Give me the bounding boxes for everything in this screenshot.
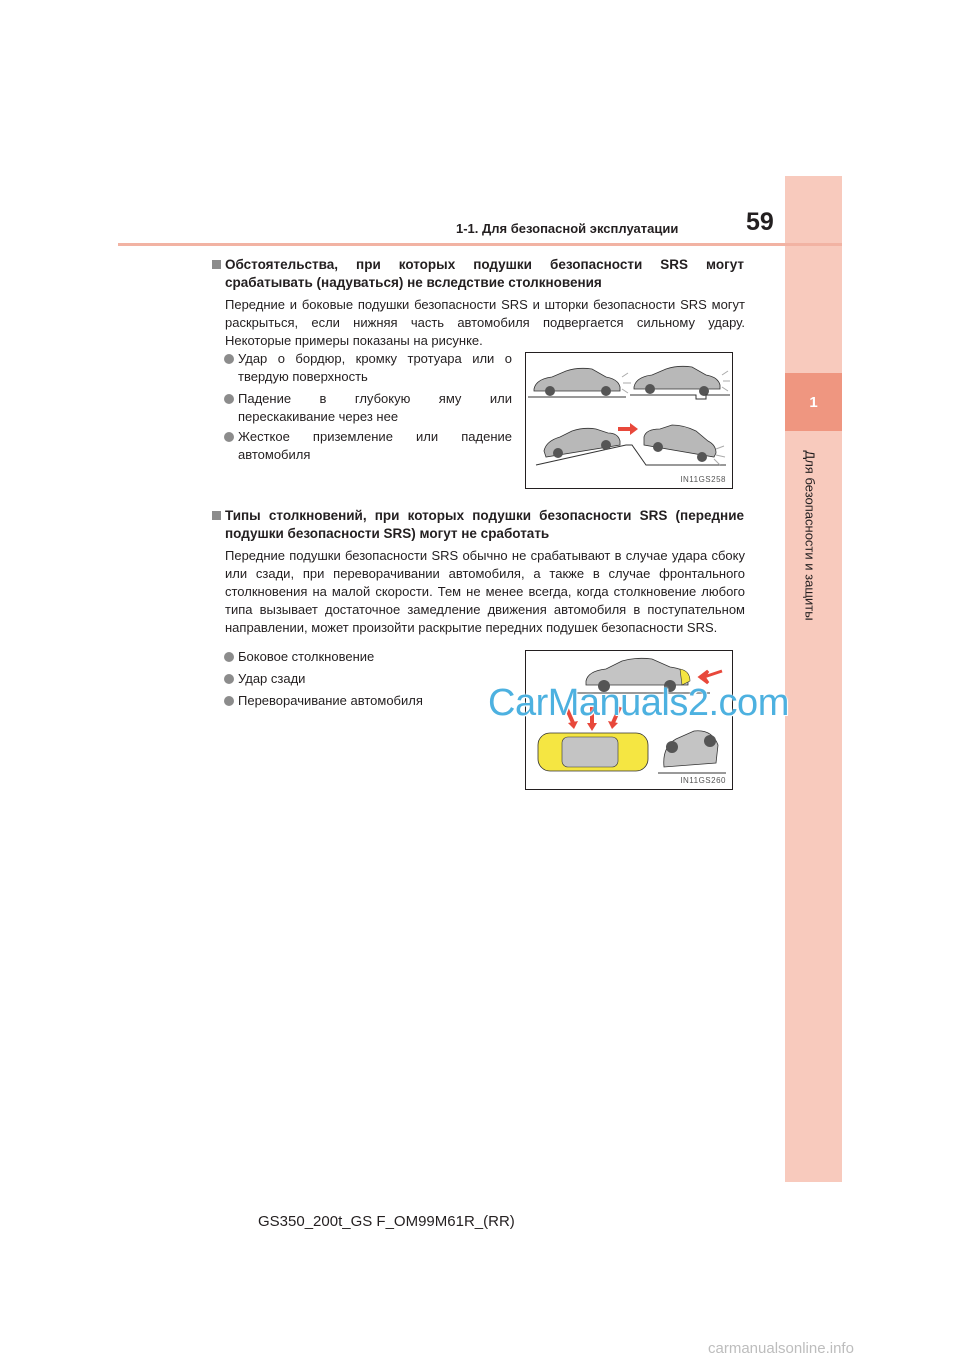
chapter-number-tab[interactable] <box>785 373 842 431</box>
chapter-title-vertical <box>770 440 850 630</box>
figure1-code: IN11GS258 <box>680 475 726 484</box>
figure-non-collision-deployment <box>525 352 733 489</box>
square-bullet-icon <box>212 511 221 520</box>
round-bullet-icon <box>224 432 234 442</box>
round-bullet-icon <box>224 652 234 662</box>
section1-bullet-3-text: Жесткое приземление или падение автомобиля <box>238 429 512 462</box>
section1-heading-text: Обстоятельства, при которых подушки безопасности SRS могут срабатывать (надуваться) не вследствие столкновения <box>225 257 744 290</box>
chapter-number: 1 <box>809 393 818 411</box>
section2-bullet-3 <box>224 692 504 710</box>
section2-heading <box>212 507 744 543</box>
section2-bullet-1-text: Боковое столкновение <box>238 649 375 664</box>
section2-bullet-2 <box>224 670 504 688</box>
section1-bullet-3 <box>224 428 512 464</box>
section2-bullet-2-text: Удар сзади <box>238 671 306 686</box>
section2-bullet-3-text: Переворачивание автомобиля <box>238 693 423 708</box>
footer-site-watermark: carmanualsonline.info <box>708 1340 854 1357</box>
chapter-title: Для безопасности и защиты <box>802 449 818 621</box>
section1-bullet-1 <box>224 350 512 386</box>
car-pothole-icon <box>630 366 730 399</box>
section1-heading <box>212 256 744 292</box>
page-number: 59 <box>746 208 774 236</box>
chapter-side-tab <box>785 176 842 1182</box>
section-title: 1-1. Для безопасной эксплуатации <box>456 221 679 236</box>
figure2-code: IN11GS260 <box>680 776 726 785</box>
header-divider <box>118 243 842 246</box>
watermark-logo: CarManuals2.com <box>488 682 789 724</box>
car-jump-landing-icon <box>536 423 726 465</box>
section2-bullet-1 <box>224 648 504 666</box>
round-bullet-icon <box>224 394 234 404</box>
section2-heading-text: Типы столкновений, при которых подушки безопасности SRS (передние подушки безопасности SRS) могут не сработать <box>225 508 744 541</box>
round-bullet-icon <box>224 674 234 684</box>
section1-bullet-2-text: Падение в глубокую яму или перескакивание через нее <box>238 391 512 424</box>
car-rollover-icon <box>658 731 726 773</box>
round-bullet-icon <box>224 696 234 706</box>
footer-model-code: GS350_200t_GS F_OM99M61R_(RR) <box>258 1213 515 1230</box>
section2-paragraph: Передние подушки безопасности SRS обычно не срабатывают в случае удара сбоку или сзади, при переворачивании автомобиля, а также в случае фронтального столкновения на малой скорости. Тем не менее всегда, когда столкновение любого типа вызывает достаточное замедление движения автомобиля в поступательном направлении, может произойти раскрытие передних подушек безопасности SRS. <box>225 548 745 635</box>
section1-bullet-2 <box>224 390 512 426</box>
square-bullet-icon <box>212 260 221 269</box>
car-curb-impact-icon <box>528 368 631 397</box>
section1-paragraph: Передние и боковые подушки безопасности SRS и шторки безопасности SRS могут раскрыться, если нижняя часть автомобиля подвергается сильному удару. Некоторые примеры показаны на рисунке. <box>225 297 745 348</box>
non-collision-illustration <box>526 353 732 488</box>
section1-bullet-1-text: Удар о бордюр, кромку тротуара или о твердую поверхность <box>238 351 512 384</box>
round-bullet-icon <box>224 354 234 364</box>
